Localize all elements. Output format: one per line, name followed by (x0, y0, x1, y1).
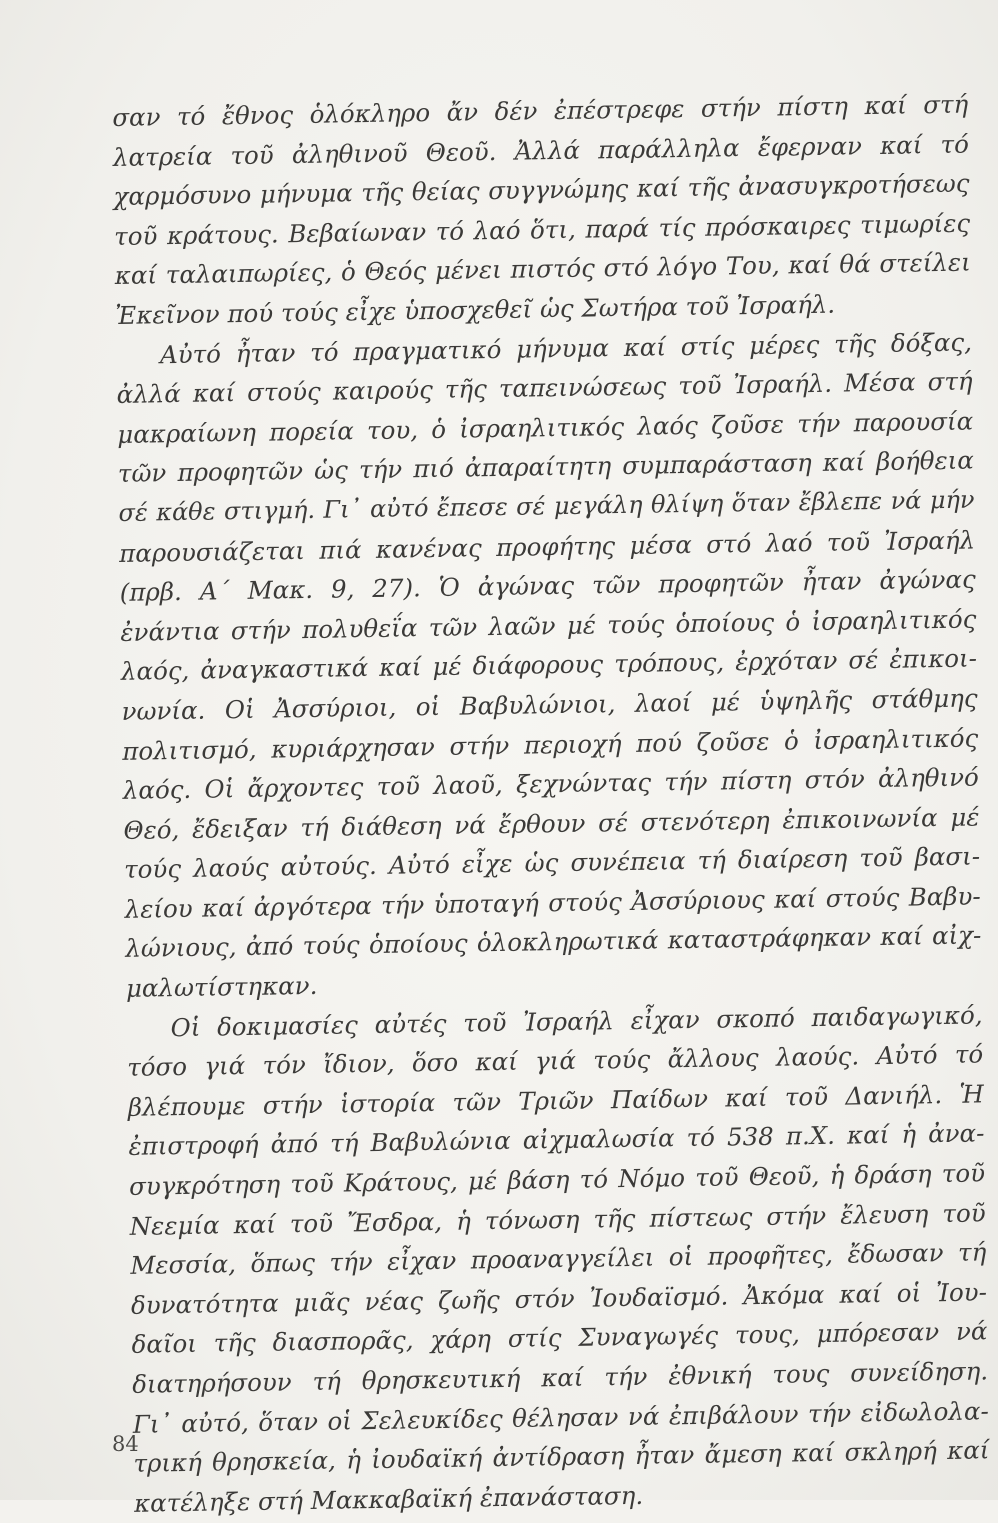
text-line: δυνατότητα μιᾶς νέας ζωῆς στόν Ἰουδαϊσμό. Ἀκόμα καί οἱ Ἰου- (130, 1277, 988, 1320)
text-line: λατρεία τοῦ ἀληθινοῦ Θεοῦ. Ἀλλά παράλληλα ἔφερναν καί τό (112, 129, 970, 172)
text-line: λαός, ἀναγκαστικά καί μέ διάφορους τρόπους, ἐρχόταν σέ ἐπικοι- (120, 643, 978, 687)
text-line: τοῦ κράτους. Βεβαίωναν τό λαό ὅτι, παρά τίς πρόσκαιρες τιμωρίες (113, 208, 971, 251)
text-line: νωνία. Οἱ Ἀσσύριοι, οἱ Βαβυλώνιοι, λαοί μέ ὑψηλῆς στάθμης (121, 683, 978, 726)
text-line: (πρβ. Α΄ Μακ. 9, 27). Ὁ ἀγώνας τῶν προφητῶν ἦταν ἀγώνας (119, 564, 976, 608)
text-line: Νεεμία καί τοῦ Ἔσδρα, ἡ τόνωση τῆς πίστεως στήν ἔλευση τοῦ (129, 1198, 986, 1241)
text-line: λείου καί ἀργότερα τήν ὑποταγή στούς Ἀσσύριους καί στούς Βαβυ- (124, 881, 981, 924)
text-line: τῶν προφητῶν ὡς τήν πιό ἀπαραίτητη συμπαράσταση καί βοήθεια (117, 445, 975, 489)
text-line: λαός. Οἱ ἄρχοντες τοῦ λαοῦ, ξεχνώντας τήν πίστη στόν ἀληθινό (122, 762, 980, 806)
text-line: ἀλλά καί στούς καιρούς τῆς ταπεινώσεως τοῦ Ἰσραήλ. Μέσα στή (116, 366, 973, 410)
text-line: μακραίωνη πορεία του, ὁ ἰσραηλιτικός λαός ζοῦσε τήν παρουσία (117, 406, 974, 449)
text-line: χαρμόσυνο μήνυμα τῆς θείας συγγνώμης καί τῆς ἀνασυγκροτήσεως (113, 168, 970, 212)
text-line: ἐπιστροφή ἀπό τή Βαβυλώνια αἰχμαλωσία τό 538 π.Χ. καί ἡ ἀνα- (128, 1118, 985, 1162)
text-line: παρουσιάζεται πιά κανένας προφήτης μέσα στό λαό τοῦ Ἰσραήλ (118, 525, 976, 568)
text-line: δαῖοι τῆς διασπορᾶς, χάρη στίς Συναγωγές τους, μπόρεσαν νά (131, 1316, 988, 1360)
text-line: πολιτισμό, κυριάρχησαν στήν περιοχή πού ζοῦσε ὁ ἰσραηλιτικός (122, 722, 979, 766)
text-line: Μεσσία, ὅπως τήν εἶχαν προαναγγείλει οἱ προφῆτες, ἔδωσαν τή (130, 1237, 987, 1281)
text-line: συγκρότηση τοῦ Κράτους, μέ βάση τό Νόμο τοῦ Θεοῦ, ἡ δράση τοῦ (128, 1158, 986, 1201)
text-line: βλέπουμε στήν ἱστορία τῶν Τριῶν Παίδων καί τοῦ Δανιήλ. Ἡ (127, 1079, 984, 1122)
text-line: κατέληξε στή Μακκαβαϊκή ἐπανάσταση. (133, 1480, 644, 1518)
text-line: τόσο γιά τόν ἴδιον, ὅσο καί γιά τούς ἄλλους λαούς. Αὐτό τό (127, 1039, 984, 1083)
page-number: 84 (112, 1432, 139, 1456)
text-line: Αὐτό ἦταν τό πραγματικό μήνυμα καί στίς μέρες τῆς δόξας, (159, 327, 973, 369)
text-line: λώνιους, ἀπό τούς ὁποίους ὁλοκληρωτικά καταστράφηκαν καί αἰχ- (125, 920, 982, 964)
text-line: σαν τό ἔθνος ὁλόκληρο ἄν δέν ἐπέστρεφε στήν πίστη καί στή (112, 89, 969, 132)
body-text (112, 85, 990, 1523)
text-line: ἐνάντια στήν πολυθεΐα τῶν λαῶν μέ τούς ὁποίους ὁ ἰσραηλιτικός (120, 604, 977, 647)
text-line: Οἱ δοκιμασίες αὐτές τοῦ Ἰσραήλ εἶχαν σκοπό παιδαγωγικό, (170, 1000, 983, 1042)
text-line: καί ταλαιπωρίες, ὁ Θεός μένει πιστός στό λόγο Του, καί θά στείλει (114, 247, 971, 291)
text-line: Θεό, ἔδειξαν τή διάθεση νά ἔρθουν σέ στενότερη ἐπικοινωνία μέ (123, 802, 980, 845)
text-line: διατηρήσουν τή θρησκευτική καί τήν ἐθνική τους συνείδηση. (131, 1356, 989, 1399)
text-line: τούς λαούς αὐτούς. Αὐτό εἶχε ὡς συνέπεια τή διαίρεση τοῦ βασι- (123, 841, 981, 885)
text-line: Γι᾿ αὐτό, ὅταν οἱ Σελευκίδες θέλησαν νά ἐπιβάλουν τήν εἰδωλολα- (132, 1395, 989, 1439)
text-line: τρική θρησκεία, ἡ ἰουδαϊκή ἀντίδραση ἦταν ἄμεση καί σκληρή καί (133, 1435, 990, 1479)
text-line: σέ κάθε στιγμή. Γι᾿ αὐτό ἔπεσε σέ μεγάλη θλίψη ὅταν ἔβλεπε νά μήν (118, 485, 975, 527)
text-line: μαλωτίστηκαν. (125, 970, 318, 1003)
text-line: Ἐκεῖνον πού τούς εἶχε ὑποσχεθεῖ ὡς Σωτήρα τοῦ Ἰσραήλ. (115, 289, 836, 330)
